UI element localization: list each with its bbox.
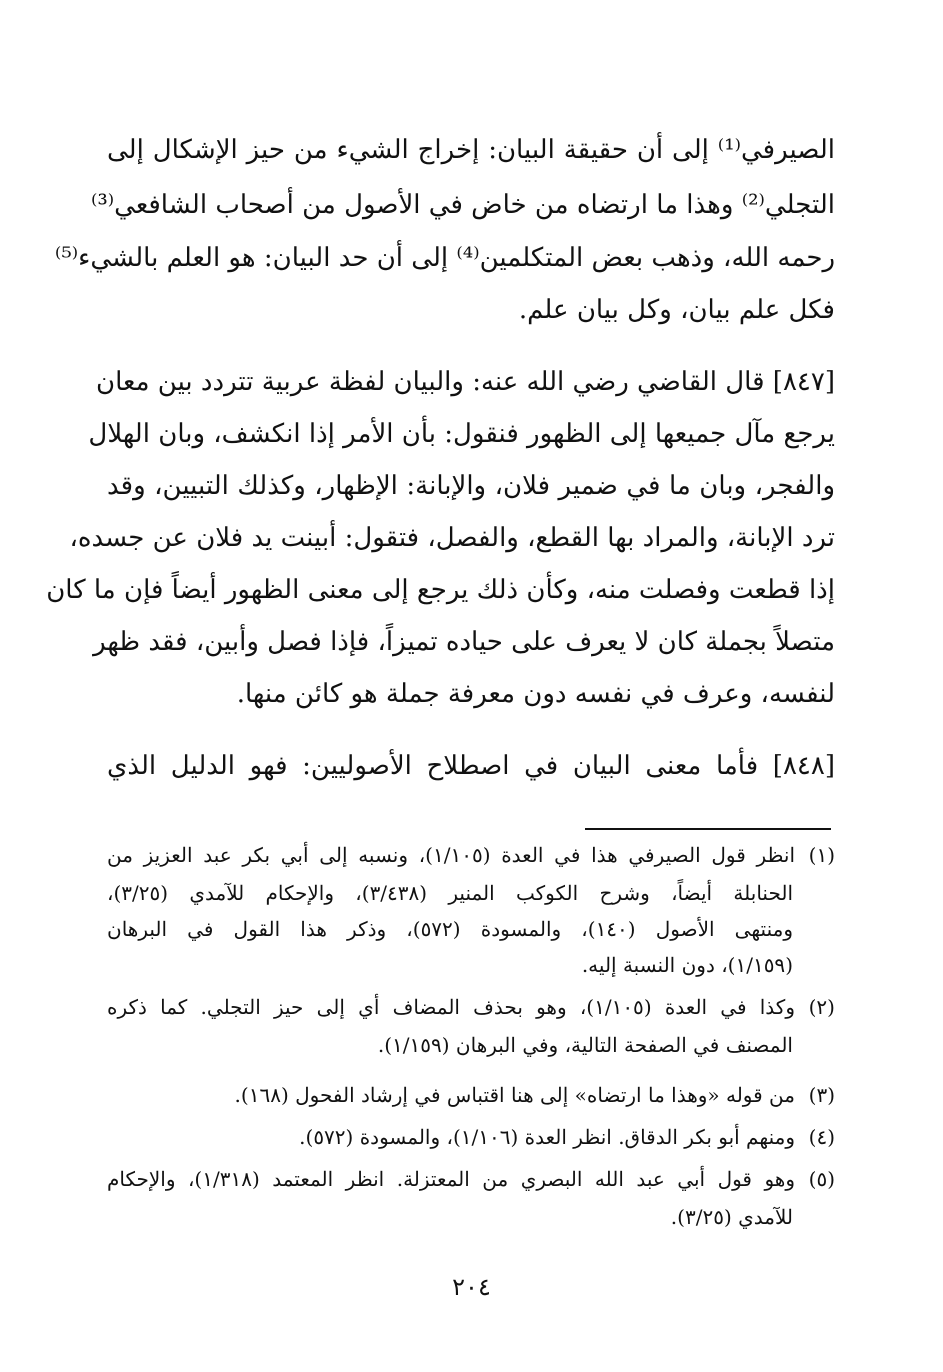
footnote-text: من قوله «وهذا ما ارتضاه» إلى هنا اقتباس في إرشاد الفحول (١٦٨).	[234, 1083, 795, 1107]
footnote-number: (٥)	[808, 1167, 836, 1191]
text-line: والفجر، وبان ما في ضمير فلان، والإبانة: الإظهار، وكذلك التبيين، وقد	[107, 471, 835, 501]
text-line: [٨٤٧] قال القاضي رضي الله عنه: والبيان لفظة عربية تتردد بين معان	[96, 367, 835, 397]
text-line: متصلاً بجملة كان لا يعرف على حياده تميزاً، فإذا فصل وأبين، فقد ظهر	[93, 627, 835, 657]
text-line: فكل علم بيان، وكل بيان علم.	[518, 295, 835, 325]
text-line: رحمه الله، وذهب بعض المتكلمين⁽⁴⁾ إلى أن حد البيان: هو العلم بالشيء⁽⁵⁾	[54, 243, 835, 273]
footnote-4-line	[107, 1120, 835, 1154]
footnote-number: (٤)	[808, 1125, 835, 1149]
footnote-1-line: ومنتهى الأصول (١٤٠)، والمسودة (٥٧٢)، وذكر هذا القول في البرهان	[107, 917, 794, 941]
text-line: يرجع مآل جميعها إلى الظهور فنقول: بأن الأمر إذا انكشف، وبان الهلال	[88, 419, 835, 449]
footnote-2-line: المصنف في الصفحة التالية، وفي البرهان (١/١٥٩).	[377, 1033, 793, 1057]
footnote-2-line	[107, 990, 835, 1024]
footnote-divider	[585, 828, 831, 830]
footnote-number: (٣)	[808, 1083, 835, 1107]
footnote-5-line: للآمدي (٣/٢٥).	[670, 1205, 793, 1229]
footnote-number: (٢)	[808, 995, 835, 1019]
text-line: التجلي⁽²⁾ وهذا ما ارتضاه من خاض في الأصول من أصحاب الشافعي⁽³⁾	[90, 190, 835, 220]
footnote-text: ومنهم أبو بكر الدقاق. انظر العدة (١/١٠٦)، والمسودة (٥٧٢).	[299, 1125, 795, 1149]
text-line: [٨٤٨] فأما معنى البيان في اصطلاح الأصوليين: فهو الدليل الذي	[107, 751, 835, 781]
text-line: لنفسه، وعرف في نفسه دون معرفة جملة هو كائن منها.	[236, 679, 835, 709]
footnote-text: انظر قول الصيرفي هذا في العدة (١/١٠٥)، ونسبه إلى أبي بكر عبد العزيز من	[107, 843, 796, 867]
footnote-number: (١)	[808, 843, 836, 867]
text-line: الصيرفي⁽¹⁾ إلى أن حقيقة البيان: إخراج الشيء من حيز الإشكال إلى	[107, 135, 835, 165]
footnote-text: وكذا في العدة (١/١٠٥)، وهو بحذف المضاف أي إلى حيز التجلي. كما ذكره	[107, 995, 795, 1019]
footnote-1-line: (١/١٥٩)، دون النسبة إليه.	[581, 953, 793, 977]
footnote-5-line	[107, 1162, 835, 1196]
text-line: ترد الإبانة، والمراد بها القطع، والفصل، فتقول: أبينت يد فلان عن جسده،	[69, 523, 835, 553]
footnote-1-line: الحنابلة أيضاً، وشرح الكوكب المنير (٣/٤٣٨)، والإحكام للآمدي (٣/٢٥)،	[107, 881, 794, 905]
page-number: ٢٠٤	[452, 1273, 491, 1301]
text-line: إذا قطعت وفصلت منه، وكأن ذلك يرجع إلى معنى الظهور أيضاً فإن ما كان	[46, 575, 835, 605]
footnote-3-line	[107, 1078, 835, 1112]
footnote-1-line	[107, 838, 835, 872]
footnote-text: وهو قول أبي عبد الله البصري من المعتزلة. انظر المعتمد (١/٣١٨)، والإحكام	[107, 1167, 796, 1191]
